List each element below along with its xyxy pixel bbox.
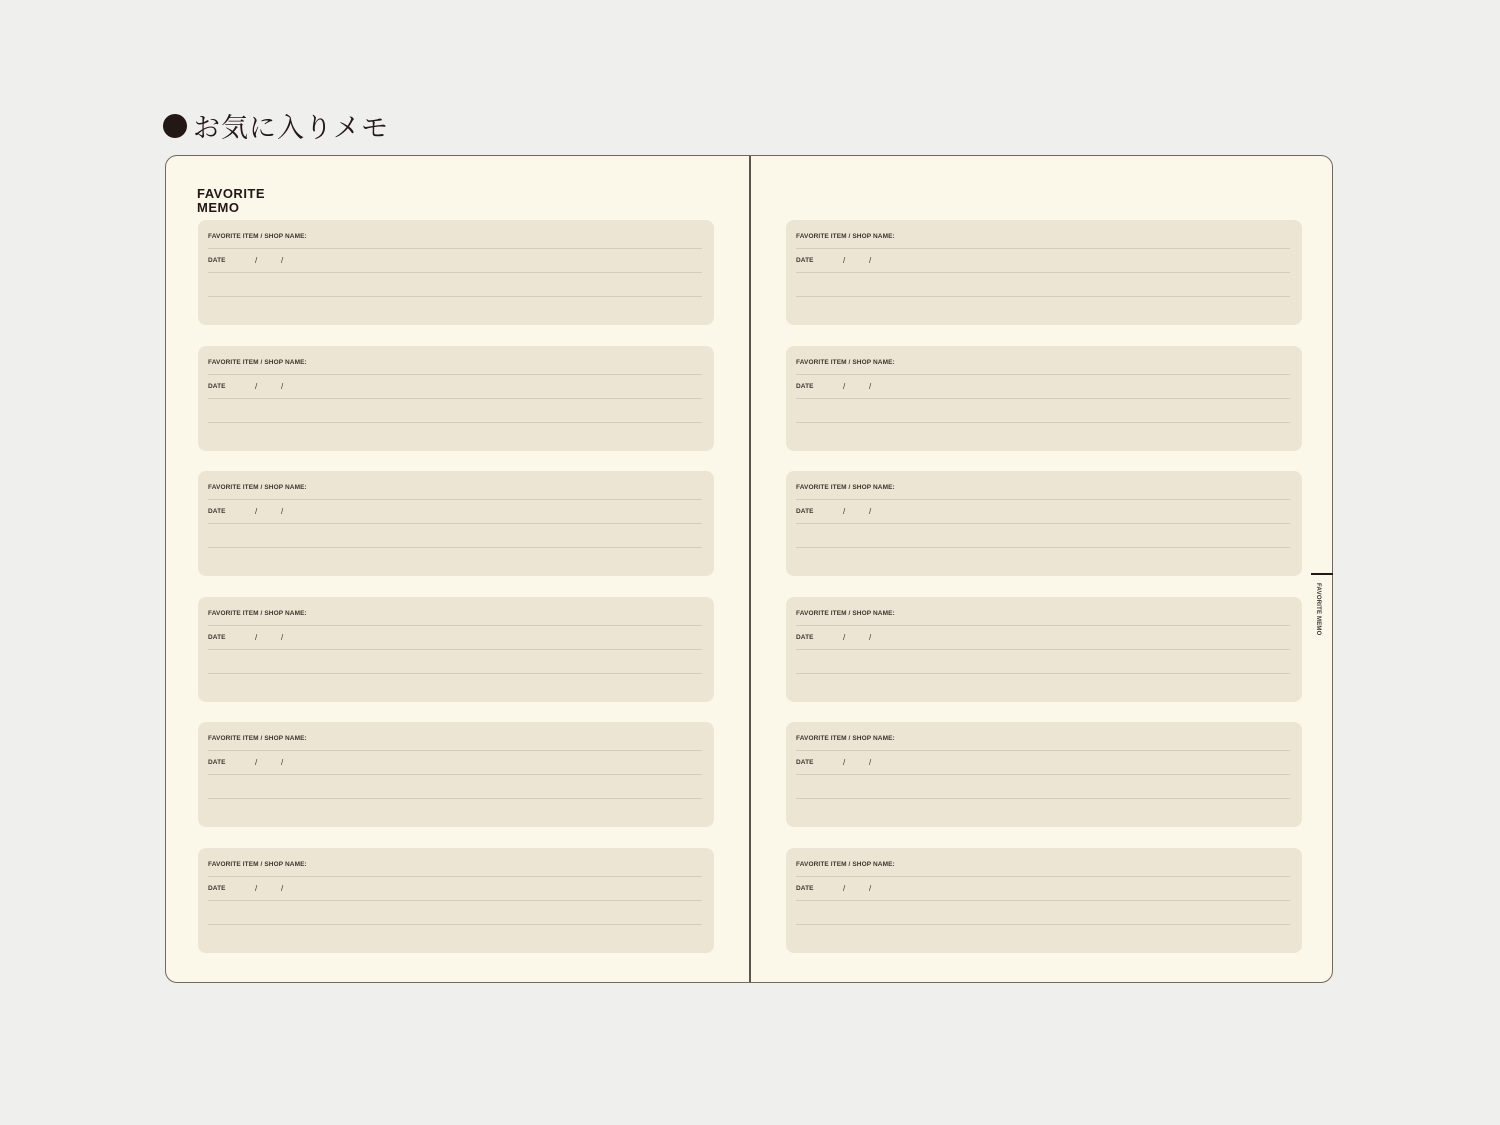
writing-line[interactable]	[208, 876, 702, 877]
memo-entry[interactable]	[786, 471, 1302, 576]
date-separator: /	[281, 632, 284, 642]
entry-item-label: FAVORITE ITEM / SHOP NAME:	[208, 609, 307, 617]
memo-entry[interactable]	[786, 346, 1302, 451]
writing-line[interactable]	[796, 649, 1290, 650]
date-separator: /	[255, 632, 258, 642]
entry-date-label: DATE	[208, 257, 226, 264]
date-separator: /	[869, 256, 872, 265]
entry-item-label: FAVORITE ITEM / SHOP NAME:	[796, 233, 895, 240]
writing-line[interactable]	[796, 876, 1290, 877]
writing-line[interactable]	[208, 248, 702, 249]
left-page	[166, 156, 749, 982]
entry-item-label: FAVORITE ITEM / SHOP NAME:	[208, 484, 307, 491]
date-separator: /	[869, 381, 872, 391]
memo-entry[interactable]	[198, 848, 714, 953]
date-separator: /	[843, 758, 846, 767]
page-title-line2: MEMO	[197, 200, 240, 215]
writing-line[interactable]	[208, 272, 702, 273]
date-separator: /	[281, 381, 284, 391]
writing-line[interactable]	[796, 499, 1290, 500]
memo-entry[interactable]	[198, 471, 714, 576]
entry-date-label: DATE	[796, 884, 814, 892]
writing-line[interactable]	[208, 374, 702, 375]
date-separator: /	[255, 883, 258, 893]
writing-line[interactable]	[208, 774, 702, 775]
section-heading	[163, 106, 389, 145]
memo-entry[interactable]	[198, 220, 714, 325]
entry-item-label: FAVORITE ITEM / SHOP NAME:	[208, 233, 307, 240]
date-separator: /	[255, 758, 258, 767]
memo-entry[interactable]	[198, 346, 714, 451]
memo-entry[interactable]	[786, 722, 1302, 827]
date-separator: /	[843, 381, 846, 391]
entry-date-label: DATE	[208, 884, 226, 892]
entry-date-label: DATE	[208, 508, 226, 515]
date-separator: /	[255, 256, 258, 265]
notebook-spread	[165, 155, 1333, 983]
writing-line[interactable]	[796, 523, 1290, 524]
entry-date-label: DATE	[208, 633, 226, 641]
writing-line[interactable]	[796, 774, 1290, 775]
writing-line[interactable]	[208, 523, 702, 524]
entry-item-label: FAVORITE ITEM / SHOP NAME:	[796, 358, 895, 366]
writing-line[interactable]	[208, 924, 702, 925]
date-separator: /	[869, 883, 872, 893]
writing-line[interactable]	[796, 900, 1290, 901]
writing-line[interactable]	[796, 750, 1290, 751]
memo-entry[interactable]	[198, 597, 714, 702]
date-separator: /	[843, 507, 846, 516]
date-separator: /	[255, 381, 258, 391]
date-separator: /	[255, 507, 258, 516]
writing-line[interactable]	[796, 422, 1290, 423]
writing-line[interactable]	[796, 374, 1290, 375]
date-separator: /	[281, 256, 284, 265]
entry-item-label: FAVORITE ITEM / SHOP NAME:	[796, 609, 895, 617]
entry-date-label: DATE	[796, 508, 814, 515]
heading-text: お気に入りメモ	[193, 113, 389, 144]
page-title-line1: FAVORITE	[197, 186, 266, 201]
date-separator: /	[281, 883, 284, 893]
writing-line[interactable]	[208, 750, 702, 751]
memo-entry[interactable]	[786, 848, 1302, 953]
date-separator: /	[281, 507, 284, 516]
writing-line[interactable]	[796, 272, 1290, 273]
writing-line[interactable]	[208, 398, 702, 399]
date-separator: /	[843, 883, 846, 893]
left-entries	[198, 220, 714, 973]
entry-item-label: FAVORITE ITEM / SHOP NAME:	[796, 735, 895, 742]
entry-item-label: FAVORITE ITEM / SHOP NAME:	[796, 860, 895, 868]
memo-entry[interactable]	[198, 722, 714, 827]
writing-line[interactable]	[796, 248, 1290, 249]
index-tab-mark	[1311, 573, 1333, 575]
entry-date-label: DATE	[796, 633, 814, 641]
date-separator: /	[281, 758, 284, 767]
entry-item-label: FAVORITE ITEM / SHOP NAME:	[796, 484, 895, 491]
entry-date-label: DATE	[208, 759, 226, 766]
page-title	[197, 187, 265, 215]
date-separator: /	[843, 256, 846, 265]
entry-date-label: DATE	[796, 759, 814, 766]
memo-entry[interactable]	[786, 220, 1302, 325]
writing-line[interactable]	[208, 649, 702, 650]
writing-line[interactable]	[796, 924, 1290, 925]
index-tab-label: FAVORITE MEMO	[1315, 583, 1321, 636]
writing-line[interactable]	[208, 296, 702, 297]
writing-line[interactable]	[208, 625, 702, 626]
writing-line[interactable]	[208, 547, 702, 548]
writing-line[interactable]	[796, 547, 1290, 548]
writing-line[interactable]	[796, 673, 1290, 674]
entry-item-label: FAVORITE ITEM / SHOP NAME:	[208, 358, 307, 366]
entry-date-label: DATE	[796, 382, 814, 390]
entry-item-label: FAVORITE ITEM / SHOP NAME:	[208, 735, 307, 742]
right-page	[751, 156, 1333, 982]
writing-line[interactable]	[208, 499, 702, 500]
writing-line[interactable]	[796, 296, 1290, 297]
writing-line[interactable]	[208, 422, 702, 423]
writing-line[interactable]	[796, 798, 1290, 799]
entry-date-label: DATE	[796, 257, 814, 264]
writing-line[interactable]	[796, 398, 1290, 399]
writing-line[interactable]	[208, 798, 702, 799]
writing-line[interactable]	[796, 625, 1290, 626]
writing-line[interactable]	[208, 900, 702, 901]
entry-item-label: FAVORITE ITEM / SHOP NAME:	[208, 860, 307, 868]
writing-line[interactable]	[208, 673, 702, 674]
entry-date-label: DATE	[208, 382, 226, 390]
bullet-icon	[163, 114, 187, 138]
date-separator: /	[869, 632, 872, 642]
date-separator: /	[843, 632, 846, 642]
right-entries	[786, 220, 1302, 973]
date-separator: /	[869, 758, 872, 767]
date-separator: /	[869, 507, 872, 516]
memo-entry[interactable]	[786, 597, 1302, 702]
